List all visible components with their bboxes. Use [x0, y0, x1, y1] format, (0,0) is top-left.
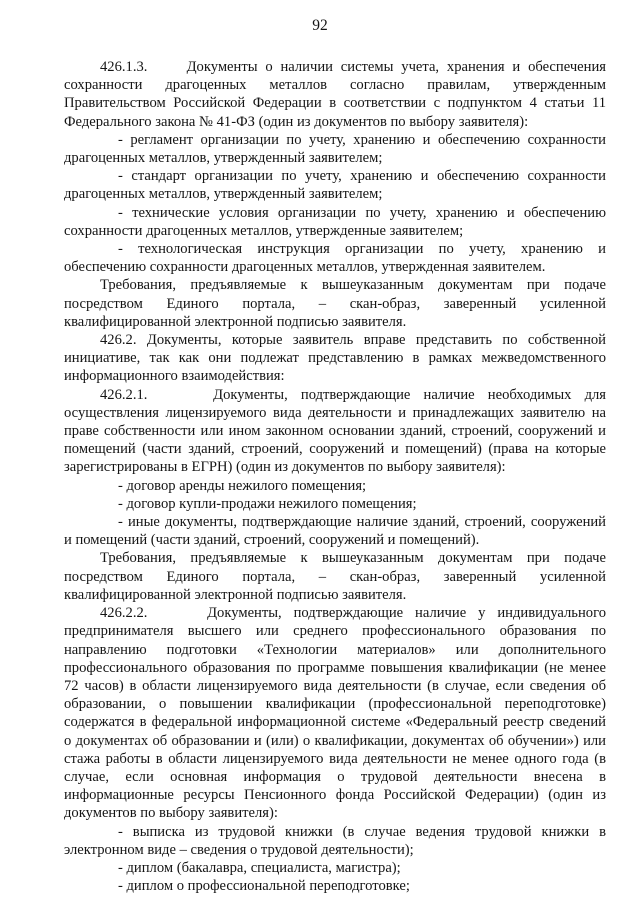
- paragraph-requirements-2: Требования, предъявляемые к вышеуказанным документам при подаче посредством Единого портала, – скан-образ, заверенный усиленной квалифицированной электронной подписью заявителя.: [64, 550, 606, 603]
- paragraph-426-1-3: 426.1.3. Документы о наличии системы учета, хранения и обеспечения сохранности драгоценных металлов согласно правилам, утвержденным Правительством Российской Федерации в соответствии с подпунктом 4 статьи 11 Федерального закона № 41-ФЗ (один из документов по выбору заявителя):: [64, 59, 606, 130]
- paragraph-426-2-2: 426.2.2. Документы, подтверждающие наличие у индивидуального предпринимателя высшего или среднего профессионального образования по направлению подготовки «Технологии материалов» или дополнительного профессионального образования по программе повышения квалификации (не менее 72 часов) в области лицензируемого вида деятельности (в случае, если сведения об образовании, о повышении квалификации (профессиональной переподготовке) содержатся в федеральной информационной системе «Федеральный реестр сведений о документах об образовании и (или) о квалификации, документах об обучении») или стажа работы в области лицензируемого вида деятельности не менее одного года (в случае, если основная информация о трудовой деятельности внесена в информационные ресурсы Пенсионного фонда Российской Федерации) (один из документов по выбору заявителя):: [64, 605, 606, 822]
- list-item-other-docs: - иные документы, подтверждающие наличие зданий, строений, сооружений и помещений (части зданий, строений, сооружений и помещений).: [64, 514, 606, 549]
- list-item-standard: - стандарт организации по учету, хранению и обеспечению сохранности драгоценных металлов, утвержденный заявителем;: [64, 168, 606, 203]
- list-item-retraining-diploma: - диплом о профессиональной переподготовке;: [118, 878, 410, 895]
- list-item-tech-instruction: - технологическая инструкция организации по учету, хранению и обеспечению сохранности драгоценных металлов, утвержденная заявителем.: [64, 241, 606, 276]
- page-number: 92: [312, 17, 328, 34]
- list-item-tech-conditions: - технические условия организации по учету, хранению и обеспечению сохранности драгоценных металлов, утвержденные заявителем;: [64, 204, 606, 239]
- document-body: [64, 58, 606, 895]
- paragraph-426-2: 426.2. Документы, которые заявитель вправе представить по собственной инициативе, так как они подлежат представлению в рамках межведомственного информационного взаимодействия:: [64, 332, 606, 385]
- list-item-lease: - договор аренды нежилого помещения;: [118, 477, 367, 494]
- list-item-purchase: - договор купли-продажи нежилого помещения;: [118, 495, 417, 512]
- paragraph-426-2-1: 426.2.1. Документы, подтверждающие наличие необходимых для осуществления лицензируемого вида деятельности и принадлежащих заявителю на праве собственности или ином законном основании зданий, строений, сооружений и помещений (части зданий, строений, сооружений и помещений) (права на которые зарегистрированы в ЕГРН) (один из документов по выбору заявителя):: [64, 386, 606, 476]
- list-item-diploma: - диплом (бакалавра, специалиста, магистра);: [118, 859, 401, 876]
- list-item-work-record: - выписка из трудовой книжки (в случае ведения трудовой книжки в электронном виде – сведения о трудовой деятельности);: [64, 823, 606, 858]
- list-item-reglament: - регламент организации по учету, хранению и обеспечению сохранности драгоценных металлов, утвержденный заявителем;: [64, 131, 606, 167]
- paragraph-requirements-1: Требования, предъявляемые к вышеуказанным документам при подаче посредством Единого портала, – скан-образ, заверенный усиленной квалифицированной электронной подписью заявителя.: [64, 277, 606, 330]
